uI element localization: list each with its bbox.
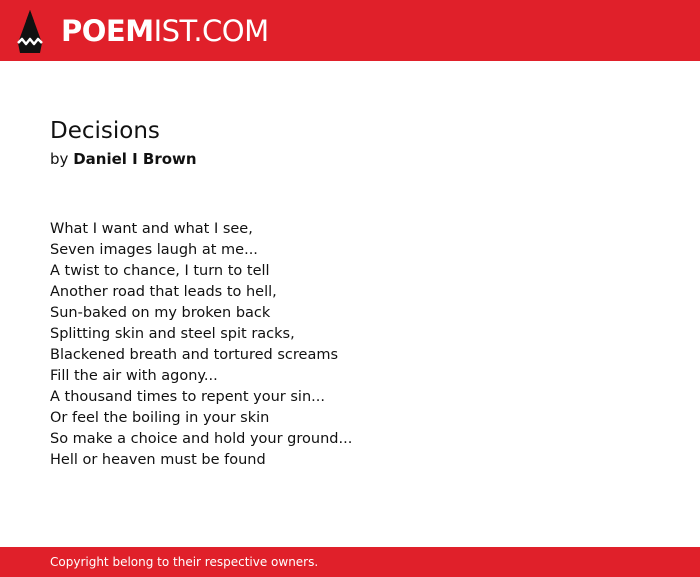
poem-body [50, 219, 352, 471]
poem-line: A thousand times to repent your sin... [50, 389, 325, 405]
site-logo-text [61, 13, 269, 48]
poem-line: Or feel the boiling in your skin [50, 410, 270, 426]
poem-line: Seven images laugh at me... [50, 242, 258, 258]
poem-line: Another road that leads to hell, [50, 284, 277, 300]
author-link[interactable]: Daniel I Brown [73, 150, 197, 168]
poem-title: Decisions [50, 118, 160, 144]
logo-light-text: IST.COM [153, 13, 269, 48]
poem-byline [50, 149, 197, 169]
byline-label: by [50, 150, 69, 168]
site-logo-link[interactable] [17, 8, 269, 54]
site-footer [0, 547, 700, 577]
logo-bold-text: POEM [61, 13, 154, 48]
poem-line: What I want and what I see, [50, 221, 253, 237]
poem-line: Fill the air with agony... [50, 368, 218, 384]
copyright-text: Copyright belong to their respective owners. [50, 555, 319, 569]
poem-line: Blackened breath and tortured screams [50, 347, 339, 363]
pencil-tip-icon [17, 9, 43, 53]
poem-line: Sun-baked on my broken back [50, 305, 271, 321]
poem-line: So make a choice and hold your ground... [50, 431, 353, 447]
site-header [0, 0, 700, 61]
poem-line: Splitting skin and steel spit racks, [50, 326, 295, 342]
poem-line: A twist to chance, I turn to tell [50, 263, 270, 279]
poem-line: Hell or heaven must be found [50, 452, 266, 468]
